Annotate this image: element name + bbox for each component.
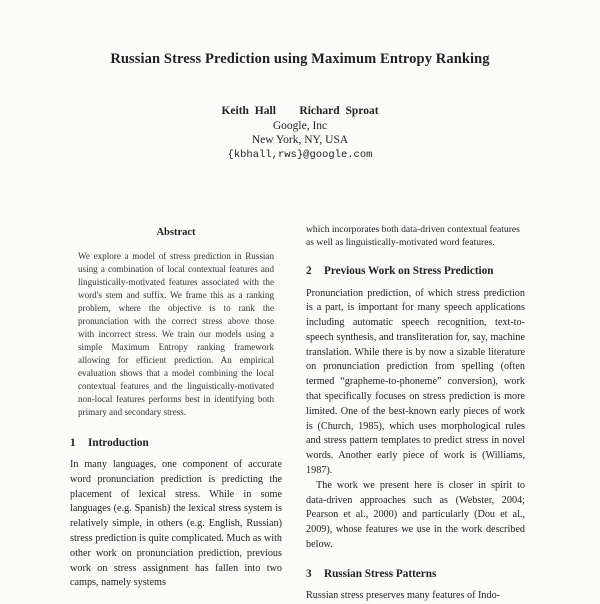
section-3-title: Russian Stress Patterns: [324, 567, 437, 580]
section-2-paragraph-2: The work we present here is closer in spirit to data-driven approaches such as (Webster, 2004; Pearson et al., 2000) and particularly (Dou et al., 2009), whose features we use in the work described below.: [306, 479, 525, 551]
right-column: [306, 223, 525, 604]
continued-text: which incorporates both data-driven contextual features as well as linguistically-motivated word features.: [306, 224, 520, 248]
left-column: [70, 226, 282, 591]
section-2-heading: [306, 264, 525, 279]
section-1-title: Introduction: [88, 436, 149, 449]
abstract-text: We explore a model of stress prediction in Russian using a combination of local contextual features and linguistically-motivated features associated with the word's stem and suffix. We frame this as a ranking problem, where the objective is to rank the pronunciation with the correct stress above those with incorrect stress. We train our models using a simple Maximum Entropy ranking framework allowing for efficient prediction. An empirical evaluation shows that a model combining the local contextual features and the linguistically-motivated non-local features performs best in identifying both primary and secondary stress.: [78, 250, 274, 417]
author-block: [0, 104, 600, 162]
section-2-paragraph-1: Pronunciation prediction, of which stress prediction is a part, is important for many speech applications including automatic speech recognition, text-to-speech synthesis, and transliteration for, say, machine translation. While there is by now a sizable literature on pronunciation prediction from spelling (often termed “grapheme-to-phoneme” conversion), work that specifically focuses on stress prediction is more limited. One of the best-known early pieces of work is (Church, 1985), which uses morphological rules and stress pattern templates to predict stress in novel words. Another early piece of work is (Williams, 1987).: [306, 287, 525, 477]
section-1-text: In many languages, one component of accurate word pronunciation prediction is predicting the placement of lexical stress. While in some languages (e.g. Spanish) the lexical stress system is relatively simple, in others (e.g. English, Russian) stress prediction is quite complicated. Much as with other work on pronunciation prediction, previous work on stress assignment has fallen into two camps, namely systems: [70, 459, 282, 589]
affiliation: Google, Inc: [272, 119, 328, 132]
section-3-heading: [306, 567, 525, 582]
section-3-text: Russian stress preserves many features of Indo-: [306, 590, 501, 602]
abstract-heading: Abstract: [156, 227, 196, 238]
author-names: Keith Hall Richard Sproat: [221, 105, 379, 117]
section-3-number: 3: [306, 567, 312, 580]
location: New York, NY, USA: [251, 134, 349, 146]
section-1-heading: [70, 436, 282, 451]
section-2-number: 2: [306, 265, 312, 277]
section-2-title: Previous Work on Stress Prediction: [324, 265, 494, 277]
section-1-number: 1: [70, 436, 76, 449]
paper-title: Russian Stress Prediction using Maximum Entropy Ranking: [110, 51, 490, 67]
author-email: {kbhall,rws}@google.com: [227, 148, 373, 161]
